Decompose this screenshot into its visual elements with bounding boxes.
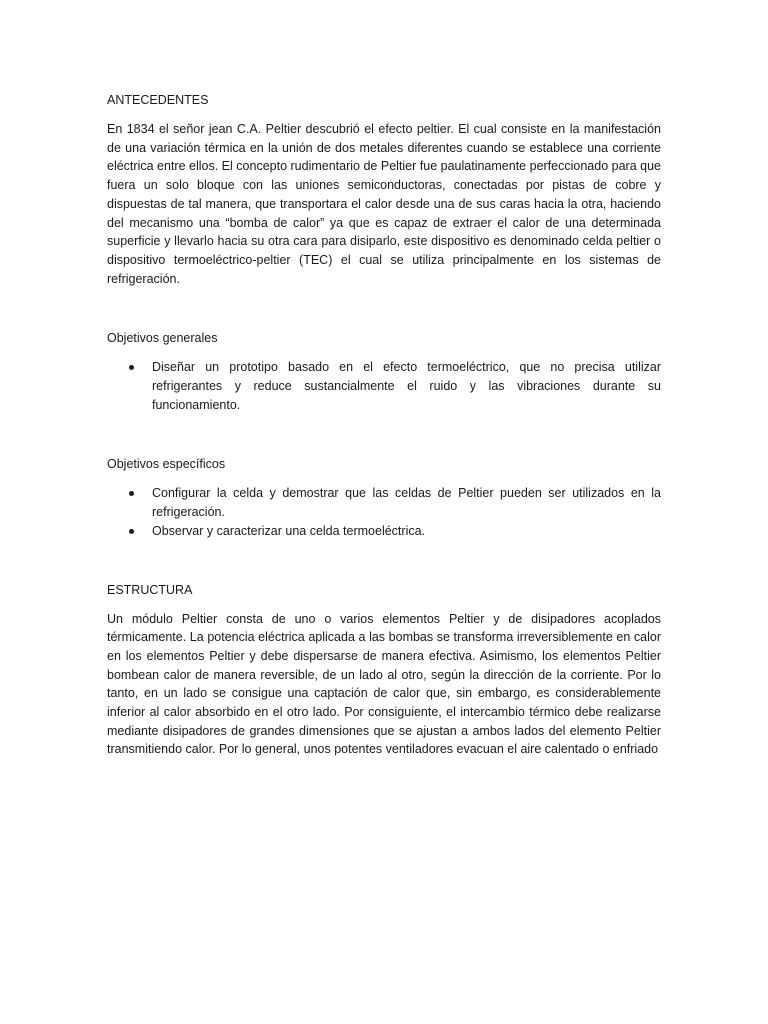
bullet-icon <box>129 365 134 370</box>
objetivos-especificos-list <box>107 484 661 540</box>
bullet-icon <box>129 529 134 534</box>
list-item <box>107 522 661 541</box>
objetivos-especificos-heading: Objetivos específicos <box>107 457 226 472</box>
estructura-paragraph: Un módulo Peltier consta de uno o varios elementos Peltier y de disipadores acoplados térmicamente. La potencia eléctrica aplicada a las bombas se transforma irreversiblemente en calor en los elementos Peltier y debe dispersarse de manera efectiva. Asimismo, los elementos Peltier bombean calor de manera reversible, de un lado al otro, según la dirección de la corriente. Por lo tanto, en un lado se consigue una captación de calor que, sin embargo, es considerablemente inferior al calor absorbido en el otro lado. Por consiguiente, el intercambio térmico debe realizarse mediante disipadores de grandes dimensiones que se ajustan a ambos lados del elemento Peltier transmitiendo calor. Por lo general, unos potentes ventiladores evacuan el aire calentado o enfriado <box>107 611 661 757</box>
list-item-text: Diseñar un prototipo basado en el efecto termoeléctrico, que no precisa utilizar refrigerantes y reduce sustancialmente el ruido y las vibraciones durante su funcionamiento. <box>152 360 661 412</box>
document-page <box>107 91 661 759</box>
bullet-icon <box>129 491 134 496</box>
list-item <box>107 358 661 414</box>
list-item <box>107 484 661 521</box>
estructura-heading: ESTRUCTURA <box>107 582 193 597</box>
list-item-text: Configurar la celda y demostrar que las celdas de Peltier pueden ser utilizados en la refrigeración. <box>152 486 661 520</box>
objetivos-generales-heading: Objetivos generales <box>107 331 218 346</box>
objetivos-generales-list <box>107 358 661 414</box>
antecedentes-paragraph: En 1834 el señor jean C.A. Peltier descubrió el efecto peltier. El cual consiste en la manifestación de una variación térmica en la unión de dos metales diferentes cuando se establece una corriente eléctrica entre ellos. El concepto rudimentario de Peltier fue paulatinamente perfeccionado para que fuera un solo bloque con las uniones semiconductoras, conectadas por pistas de cobre y dispuestas de tal manera, que transportara el calor desde una de sus caras hacia la otra, haciendo del mecanismo una “bomba de calor” ya que es capaz de extraer el calor de una determinada superficie y llevarlo hacia su otra cara para disiparlo, este dispositivo es denominado celda peltier o dispositivo termoeléctrico-peltier (TEC) el cual se utiliza principalmente en los sistemas de refrigeración. <box>107 122 661 286</box>
antecedentes-heading: ANTECEDENTES <box>107 93 209 107</box>
list-item-text: Observar y caracterizar una celda termoeléctrica. <box>152 523 426 538</box>
